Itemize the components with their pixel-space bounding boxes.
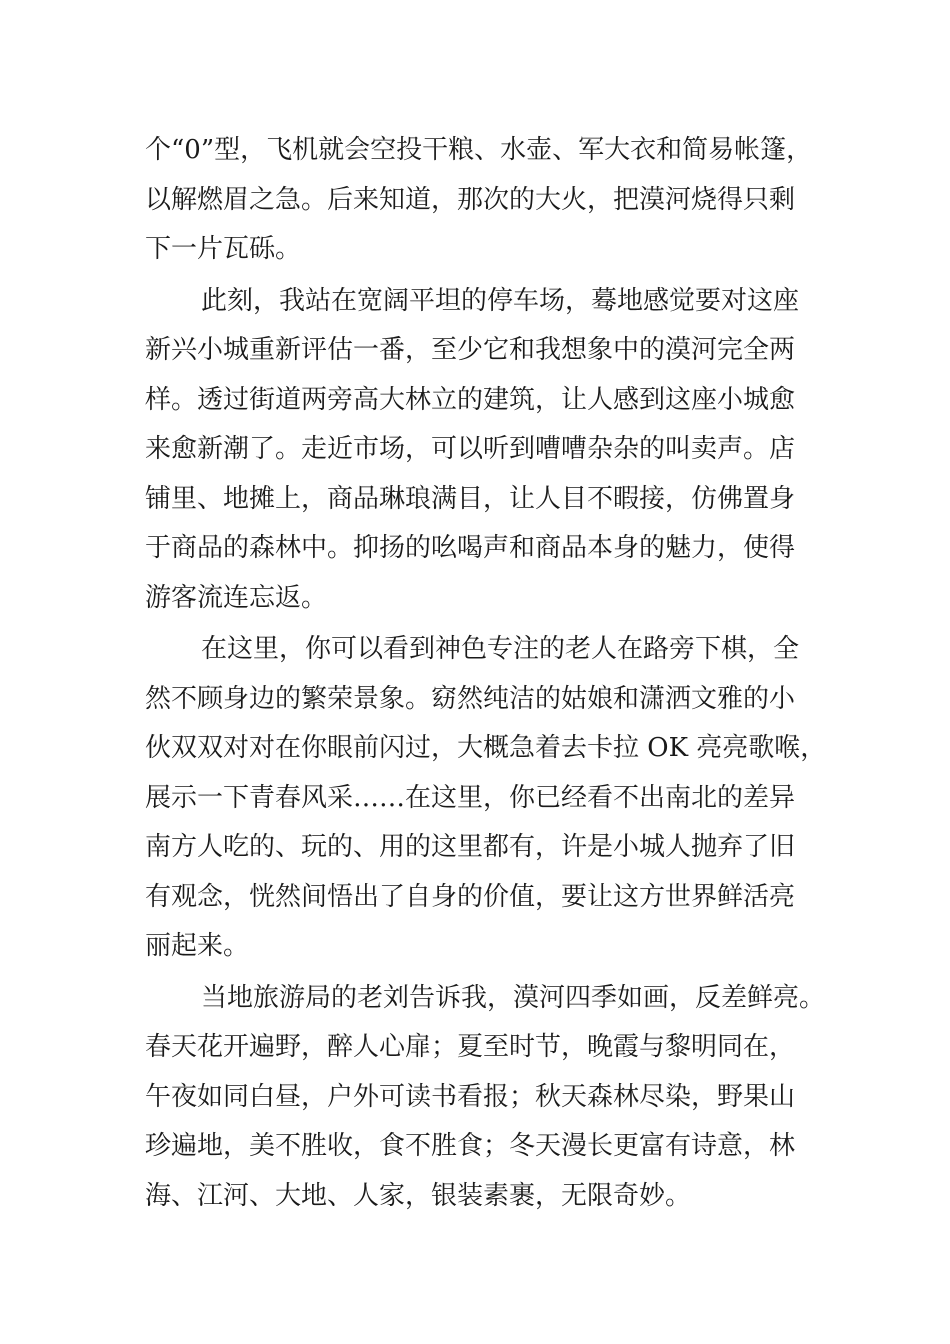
paragraph-line: 在这里，你可以看到神色专注的老人在路旁下棋，全 xyxy=(201,634,800,664)
paragraph-line: 展示一下青春风采……在这里，你已经看不出南北的差异 xyxy=(145,782,796,813)
paragraph-line: 春天花开遍野，醉人心扉；夏至时节，晚霞与黎明同在， xyxy=(145,1032,796,1062)
document-body xyxy=(145,126,845,1221)
paragraph-line: 铺里、地摊上，商品琳琅满目，让人目不暇接，仿佛置身 xyxy=(145,483,796,514)
paragraph-line: 下一片瓦砾。 xyxy=(145,234,302,264)
paragraph-line: 于商品的森林中。抑扬的吆喝声和商品本身的魅力，使得 xyxy=(145,533,796,563)
paragraph-line: 新兴小城重新评估一番，至少它和我想象中的漠河完全两 xyxy=(145,335,796,365)
paragraph-line: 伙双双对对在你眼前闪过，大概急着去卡拉 OK 亮亮歌喉， xyxy=(145,733,827,763)
paragraph-line: 此刻，我站在宽阔平坦的停车场，蓦地感觉要对这座 xyxy=(201,285,800,316)
paragraph-line: 样。透过街道两旁高大林立的建筑，让人感到这座小城愈 xyxy=(145,384,796,415)
paragraph-line: 南方人吃的、玩的、用的这里都有，许是小城人抛弃了旧 xyxy=(145,832,796,862)
paragraph-line: 午夜如同白昼，户外可读书看报；秋天森林尽染，野果山 xyxy=(145,1081,796,1112)
paragraph-line: 来愈新潮了。走近市场，可以听到嘈嘈杂杂的叫卖声。店 xyxy=(145,434,796,464)
paragraph-3 xyxy=(145,625,845,972)
paragraph-line: 丽起来。 xyxy=(145,931,250,961)
paragraph-2 xyxy=(145,277,845,624)
paragraph-line: 当地旅游局的老刘告诉我，漠河四季如画，反差鲜亮。 xyxy=(201,982,826,1013)
paragraph-line: 珍遍地，美不胜收，食不胜食；冬天漫长更富有诗意，林 xyxy=(145,1131,796,1161)
paragraph-line: 有观念，恍然间悟出了自身的价值，要让这方世界鲜活亮 xyxy=(145,881,796,912)
paragraph-line: 以解燃眉之急。后来知道，那次的大火，把漠河烧得只剩 xyxy=(145,184,796,215)
paragraph-1 xyxy=(145,126,845,275)
paragraph-line: 个“0”型，飞机就会空投干粮、水壶、军大衣和简易帐篷， xyxy=(145,135,813,165)
paragraph-line: 然不顾身边的繁荣景象。窈然纯洁的姑娘和潇洒文雅的小 xyxy=(145,683,796,714)
paragraph-line: 游客流连忘返。 xyxy=(145,582,328,613)
paragraph-line: 海、江河、大地、人家，银装素裹，无限奇妙。 xyxy=(145,1180,692,1211)
paragraph-4 xyxy=(145,974,845,1222)
